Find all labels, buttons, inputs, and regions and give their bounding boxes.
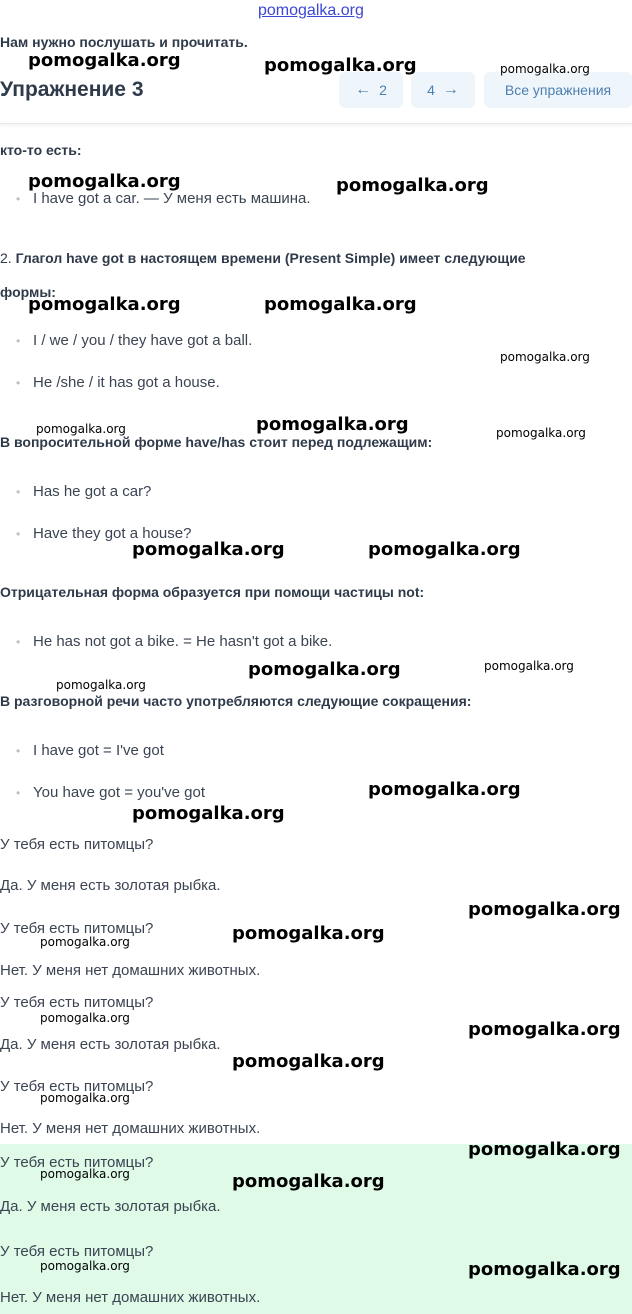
watermark: pomogalka.org <box>132 539 285 560</box>
watermark: pomogalka.org <box>28 171 181 192</box>
paragraph-4: Отрицательная форма образуется при помощи частицы not: <box>0 584 425 600</box>
prev-exercise-button[interactable] <box>339 72 403 108</box>
all-exercises-button[interactable] <box>484 72 632 108</box>
dialogue-line: Да. У меня есть золотая рыбка. <box>0 877 221 894</box>
dialogue-line: Да. У меня есть золотая рыбка. <box>0 1036 221 1053</box>
list-item: • Have they got a house? <box>16 525 191 542</box>
list-item: • Has he got a car? <box>16 483 151 500</box>
watermark: pomogalka.org <box>264 294 417 315</box>
watermark: pomogalka.org <box>40 1167 130 1181</box>
watermark: pomogalka.org <box>40 935 130 949</box>
watermark: pomogalka.org <box>500 350 590 364</box>
list-item: • I have got a car. — У меня есть машина. <box>16 190 311 207</box>
dialogue-line: У тебя есть питомцы? <box>0 1154 154 1171</box>
arrow-right-icon: → <box>442 81 459 98</box>
watermark: pomogalka.org <box>256 414 409 435</box>
prev-exercise-label: 2 <box>379 82 387 98</box>
watermark: pomogalka.org <box>496 426 586 440</box>
watermark: pomogalka.org <box>468 1259 621 1280</box>
watermark: pomogalka.org <box>468 1139 621 1160</box>
watermark: pomogalka.org <box>40 1011 130 1025</box>
paragraph-3: В вопросительной форме have/has стоит перед подлежащим: <box>0 434 433 450</box>
dialogue-line: Да. У меня есть золотая рыбка. <box>0 1198 221 1215</box>
watermark: pomogalka.org <box>28 294 181 315</box>
watermark: pomogalka.org <box>40 1259 130 1273</box>
list-item: • He has not got a bike. = He hasn't got a bike. <box>16 633 332 650</box>
watermark: pomogalka.org <box>36 422 126 436</box>
dialogue-line: Нет. У меня нет домашних животных. <box>0 962 261 979</box>
watermark: pomogalka.org <box>264 55 417 76</box>
arrow-left-icon: ← <box>355 81 372 98</box>
watermark: pomogalka.org <box>368 779 521 800</box>
watermark: pomogalka.org <box>336 175 489 196</box>
dialogue-line: У тебя есть питомцы? <box>0 920 154 937</box>
watermark: pomogalka.org <box>232 1051 385 1072</box>
watermark: pomogalka.org <box>40 1091 130 1105</box>
watermark: pomogalka.org <box>484 659 574 673</box>
dialogue-line: У тебя есть питомцы? <box>0 836 154 853</box>
next-exercise-button[interactable] <box>411 72 475 108</box>
watermark: pomogalka.org <box>56 678 146 692</box>
next-exercise-label: 4 <box>427 82 435 98</box>
paragraph-5: В разговорной речи часто употребляются следующие сокращения: <box>0 693 472 709</box>
watermark: pomogalka.org <box>500 62 590 76</box>
list-item: • I have got = I've got <box>16 742 164 759</box>
watermark: pomogalka.org <box>232 1171 385 1192</box>
watermark: pomogalka.org <box>368 539 521 560</box>
dialogue-line: У тебя есть питомцы? <box>0 1243 154 1260</box>
paragraph-2-cont: формы: <box>0 284 56 300</box>
exercise-title: Упражнение 3 <box>0 78 144 101</box>
all-exercises-label: Все упражнения <box>504 82 612 98</box>
paragraph-line: кто-то есть: <box>0 142 82 158</box>
dialogue-line: Нет. У меня нет домашних животных. <box>0 1120 261 1137</box>
watermark: pomogalka.org <box>468 899 621 920</box>
watermark: pomogalka.org <box>232 923 385 944</box>
dialogue-line: Нет. У меня нет домашних животных. <box>0 1289 261 1306</box>
watermark: pomogalka.org <box>468 1019 621 1040</box>
site-link[interactable]: pomogalka.org <box>258 2 364 19</box>
dialogue-line: У тебя есть питомцы? <box>0 994 154 1011</box>
list-item: • He /she / it has got a house. <box>16 374 220 391</box>
list-item: • I / we / you / they have got a ball. <box>16 332 252 349</box>
watermark: pomogalka.org <box>132 803 285 824</box>
paragraph-2: 2. Глагол have got в настоящем времени (Present Simple) имеет следующие <box>0 250 526 266</box>
intro-text: Нам нужно послушать и прочитать. <box>0 34 248 50</box>
watermark: pomogalka.org <box>28 50 181 71</box>
watermark: pomogalka.org <box>248 659 401 680</box>
dialogue-line: У тебя есть питомцы? <box>0 1078 154 1095</box>
list-item: • You have got = you've got <box>16 784 205 801</box>
